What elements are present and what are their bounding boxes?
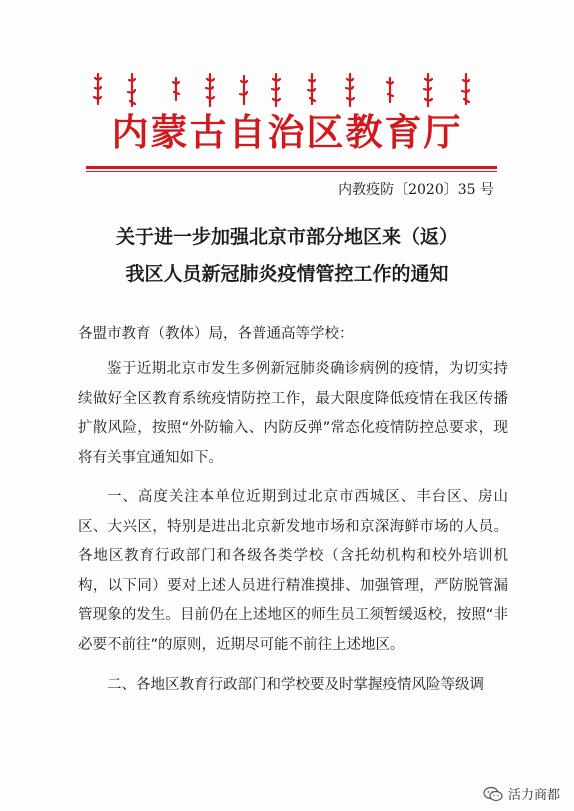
body-paragraph-3: 二、各地区教育行政部门和学校要及时掌握疫情风险等级调: [107, 677, 484, 693]
document-number: 内教疫防〔2020〕35 号: [338, 182, 494, 198]
body-paragraph-2: 一、高度关注本单位近期到过北京市西城区、丰台区、房山区、大兴区，特别是进出北京新发地市场和京深海鲜市场的人员。各地区教育行政部门和各级各类学校（含托幼机构和校外培训机构，以下同）要对上述人员进行精准摸排、加强管理，严防脱管漏管现象的发生。目前仍在上述地区的师生员工须暂缓返校，按照“非必要不前往”的原则，近期尽可能不前往上述地区。: [78, 489, 508, 653]
red-divider-thick: [86, 166, 497, 169]
wechat-watermark: [483, 784, 560, 803]
red-divider-thin: [86, 171, 497, 172]
document-title-line-1: 关于进一步加强北京市部分地区来（返）: [115, 226, 458, 248]
watermark-account-name: 活力商都: [507, 788, 560, 803]
issuing-authority-title: 内蒙古自治区教育厅: [111, 110, 463, 154]
body-paragraph-1: 鉴于近期北京市发生多例新冠肺炎确诊病例的疫情，为切实持续做好全区教育系统疫情防控工作，最大限度降低疫情在我区传播扩散风险，按照“外防输入、内防反弹”常态化疫情防控总要求，现将有关事宜通知如下。: [78, 361, 508, 466]
wechat-icon: [483, 786, 503, 802]
mongolian-script-header: [92, 70, 492, 110]
addressee: 各盟市教育（教体）局，各普通高等学校：: [78, 326, 354, 342]
mongolian-script-icon: [92, 70, 492, 110]
document-title-line-2: 我区人员新冠肺炎疫情管控工作的通知: [125, 263, 449, 285]
